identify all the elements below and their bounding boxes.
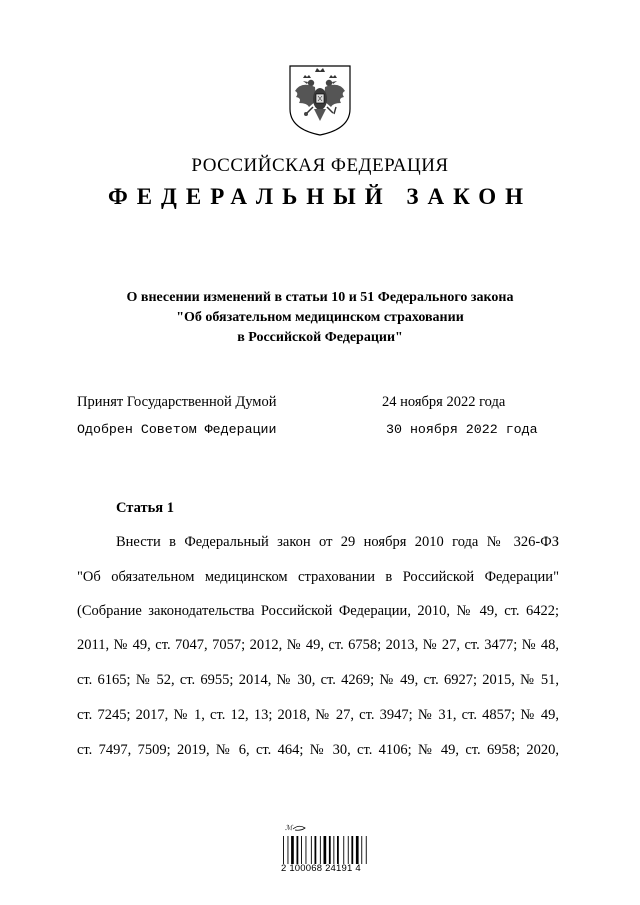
article-line: "Об обязательном медицинском страховании в Российской Федерации" [77,569,559,585]
barcode-number: 2 100068 24191 4 [281,863,361,874]
law-title [0,288,640,348]
article-line: 2011, № 49, ст. 7047, 7057; 2012, № 49, ст. 6758; 2013, № 27, ст. 3477; № 48, [77,637,559,653]
article-line: Внести в Федеральный закон от 29 ноября 2010 года № 326-ФЗ [116,534,559,550]
approved-label: Одобрен Советом Федерации [77,422,277,437]
document-type: ФЕДЕРАЛЬНЫЙ ЗАКОН [107,184,533,209]
law-title-line: О внесении изменений в статьи 10 и 51 Федерального закона [126,290,514,305]
adopted-date: 24 ноября 2022 года [382,394,506,410]
article-line: (Собрание законодательства Российской Федерации, 2010, № 49, ст. 6422; [77,603,559,619]
barcode-icon [281,822,369,866]
law-title-line: в Российской Федерации" [237,330,403,345]
article-heading: Статья 1 [116,500,174,516]
approved-date: 30 ноября 2022 года [386,422,538,437]
double-headed-eagle-icon [287,63,353,137]
svg-text:ℳ: ℳ [285,824,293,832]
adopted-label: Принят Государственной Думой [77,394,277,410]
law-title-line: "Об обязательном медицинском страховании [176,310,464,325]
article-line: ст. 6165; № 52, ст. 6955; 2014, № 30, ст. 4269; № 49, ст. 6927; 2015, № 51, [77,672,559,688]
article-line: ст. 7245; 2017, № 1, ст. 12, 13; 2018, № 27, ст. 3947; № 31, ст. 4857; № 49, [77,707,559,723]
article-line: ст. 7497, 7509; 2019, № 6, ст. 464; № 30, ст. 4106; № 49, ст. 6958; 2020, [77,742,559,758]
country-name: РОССИЙСКАЯ ФЕДЕРАЦИЯ [191,155,449,176]
state-emblem [287,63,353,137]
